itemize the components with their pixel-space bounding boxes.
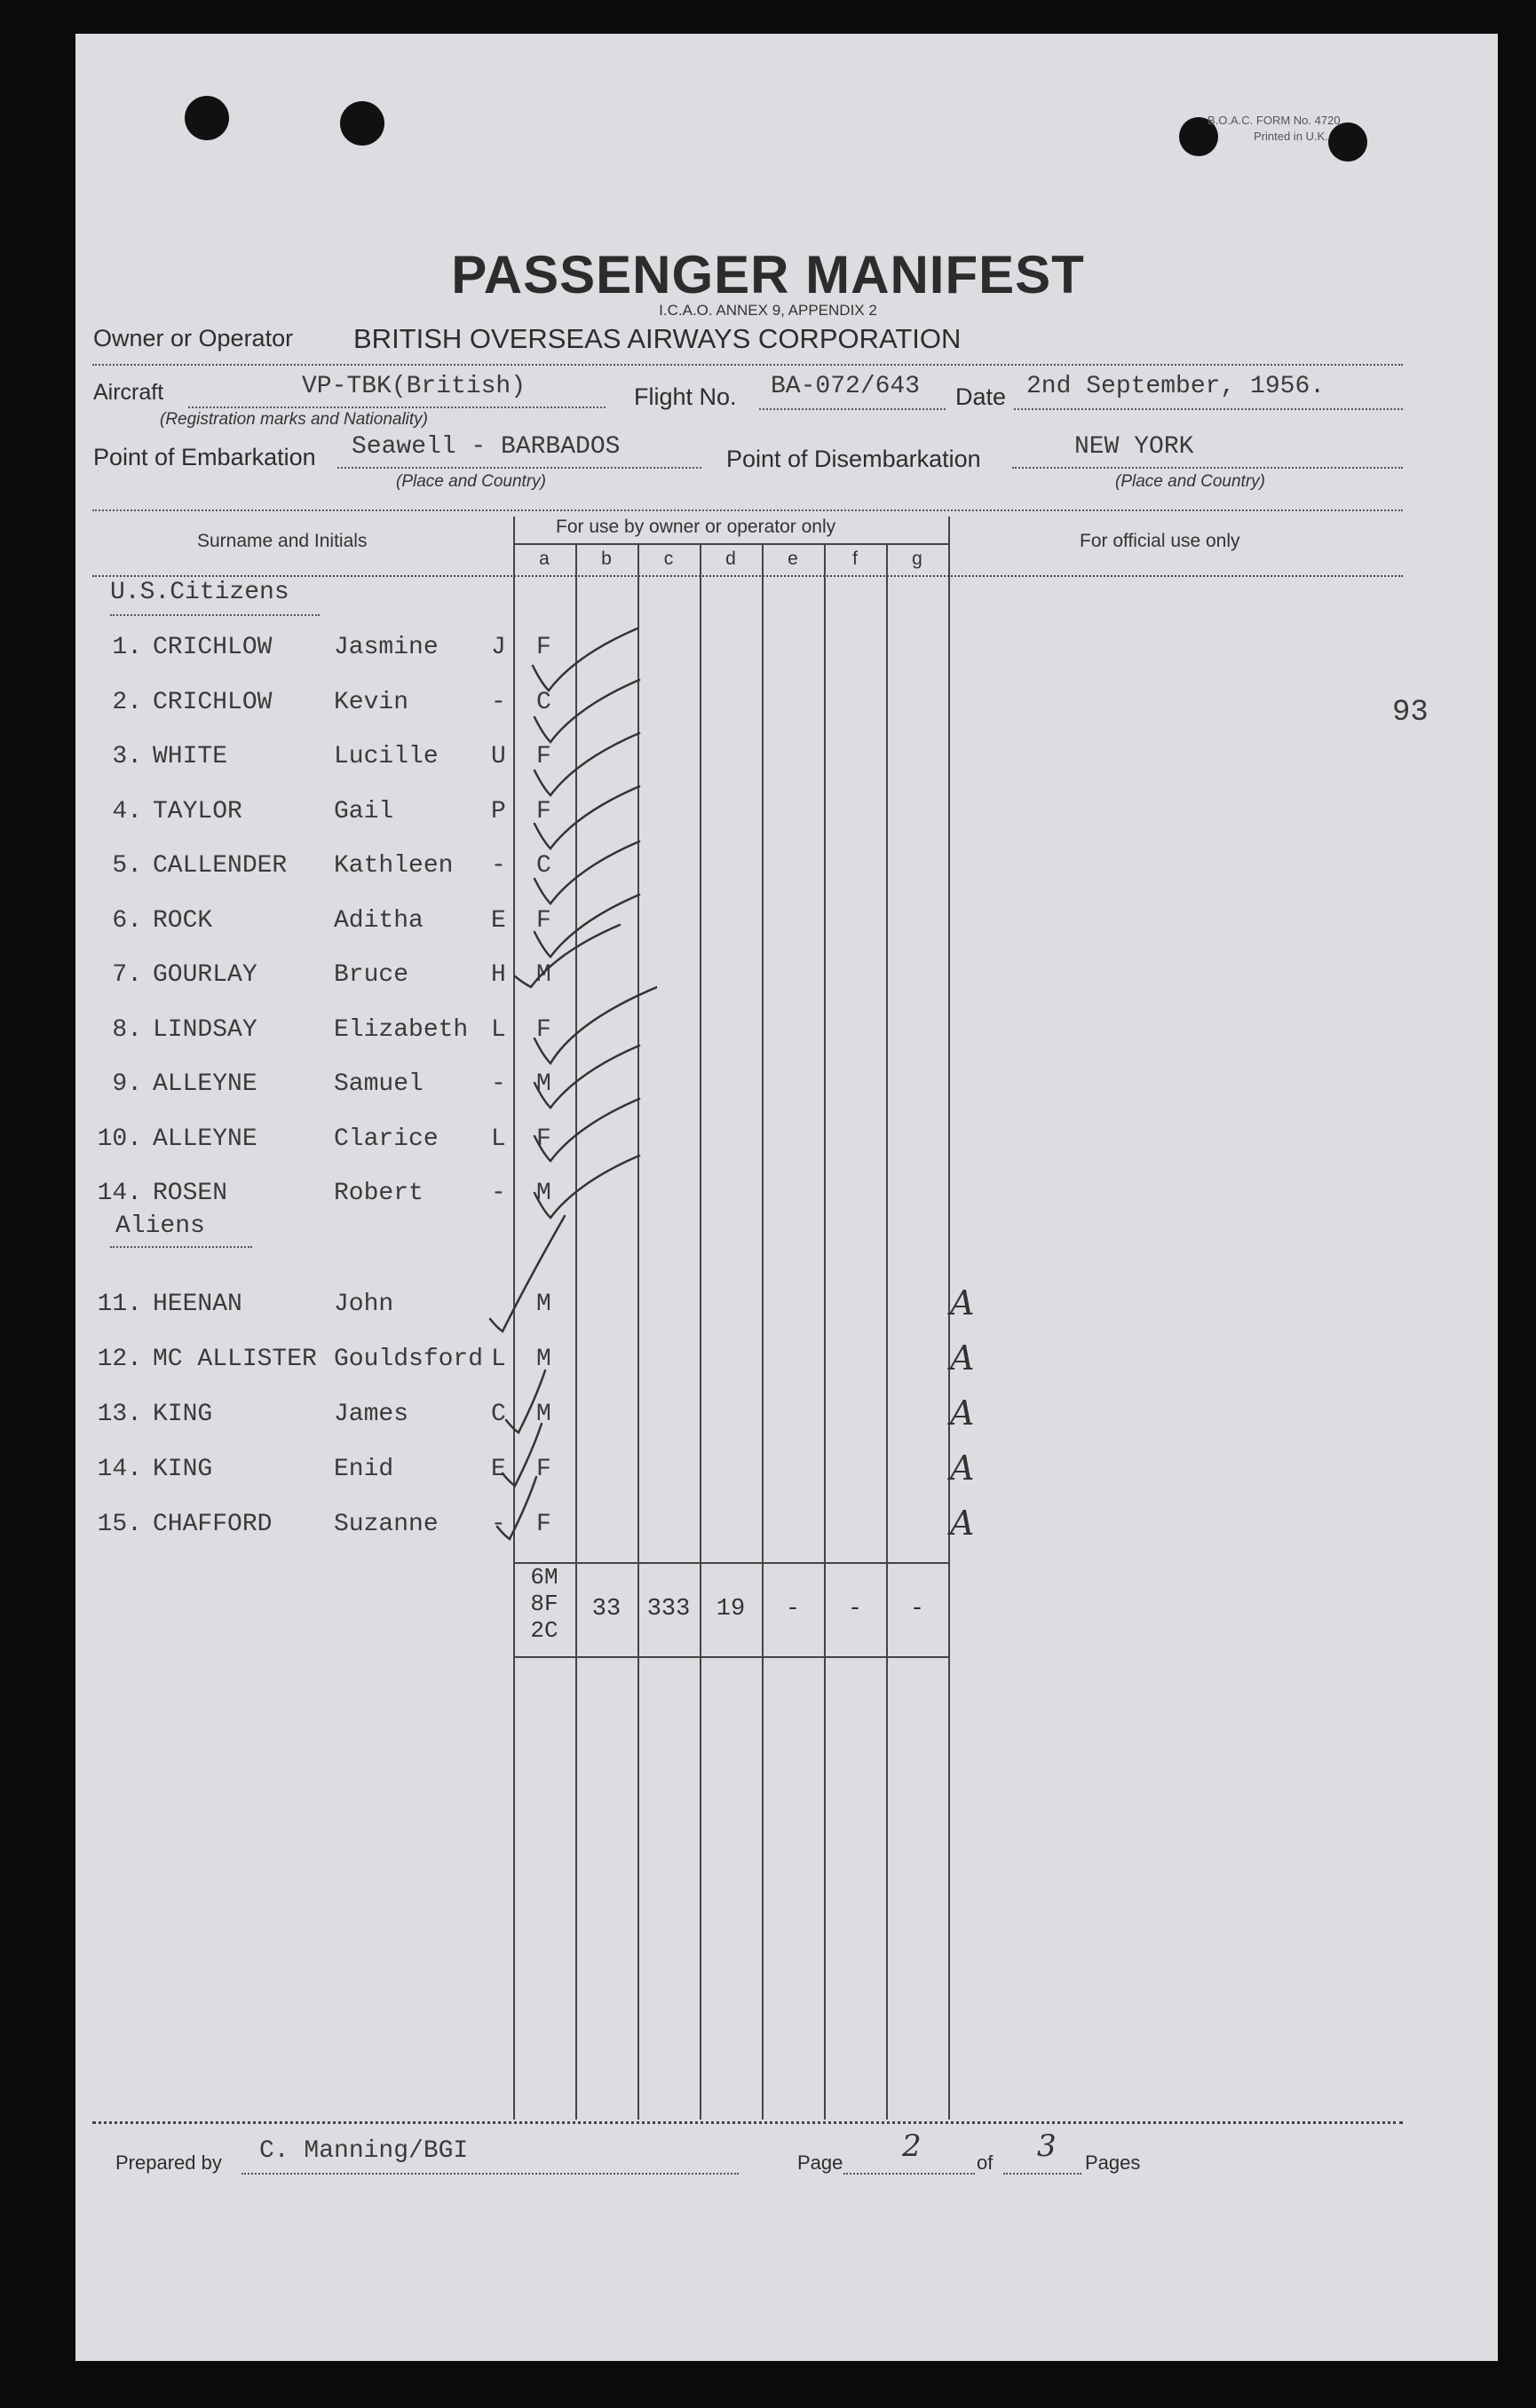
passenger-sex: M <box>536 961 551 989</box>
passenger-number: 9. <box>112 1070 142 1098</box>
passenger-number: 5. <box>112 852 142 880</box>
passenger-surname: TAYLOR <box>153 797 242 825</box>
date-label: Date <box>955 383 1007 410</box>
passenger-row <box>0 852 1536 888</box>
passenger-sex: C <box>536 852 551 880</box>
passenger-number: 4. <box>112 797 142 825</box>
passenger-sex: F <box>536 1511 551 1538</box>
passenger-row <box>0 1449 1536 1491</box>
passenger-row <box>0 1125 1536 1161</box>
passenger-first-name: Jasmine <box>334 634 439 661</box>
passenger-sex: M <box>536 1070 551 1098</box>
passenger-initial: C <box>491 1401 506 1428</box>
passenger-sex: F <box>536 797 551 825</box>
passenger-number: 6. <box>112 906 142 935</box>
passenger-row <box>0 907 1536 943</box>
passenger-number: 12. <box>97 1346 142 1373</box>
total-c: 333 <box>646 1596 691 1622</box>
passenger-sex: F <box>536 743 551 770</box>
punch-hole <box>1328 122 1367 162</box>
passenger-number: 11. <box>97 1291 142 1318</box>
passenger-first-name: Clarice <box>334 1125 439 1153</box>
check-marks <box>479 604 657 1544</box>
passenger-row <box>0 1393 1536 1436</box>
passenger-initial: L <box>491 1346 506 1373</box>
col-official-header: For official use only <box>1080 531 1240 551</box>
disembarkation-value: NEW YORK <box>1074 433 1194 461</box>
passenger-number: 10. <box>97 1125 142 1153</box>
passenger-row <box>0 1180 1536 1215</box>
passenger-surname: ROCK <box>153 906 213 935</box>
official-mark: A <box>950 1338 975 1378</box>
passenger-surname: KING <box>153 1401 213 1428</box>
passenger-number: 15. <box>97 1511 142 1538</box>
passenger-sex: C <box>536 688 551 716</box>
passenger-row <box>0 1283 1536 1326</box>
passenger-number: 7. <box>112 961 142 989</box>
passenger-surname: GOURLAY <box>153 961 257 989</box>
embarkation-note: (Place and Country) <box>396 472 546 491</box>
passenger-number: 14. <box>97 1180 142 1207</box>
passenger-number: 14. <box>97 1456 142 1483</box>
passenger-sex: F <box>536 1456 551 1483</box>
passenger-initial: L <box>491 1015 506 1044</box>
col-c-label: c <box>663 549 674 569</box>
col-owner-header: For use by owner or operator only <box>556 517 836 537</box>
flight-value: BA-072/643 <box>771 373 921 400</box>
aircraft-label: Aircraft <box>93 380 164 405</box>
passenger-sex: F <box>536 1015 551 1044</box>
passenger-first-name: Gouldsford <box>334 1346 484 1373</box>
passenger-first-name: Aditha <box>334 906 424 935</box>
passenger-initial: J <box>491 634 506 661</box>
official-mark: A <box>950 1283 975 1322</box>
total-f: - <box>847 1596 863 1622</box>
passenger-surname: CRICHLOW <box>153 688 273 716</box>
passenger-initial: - <box>491 1511 506 1538</box>
passenger-first-name: Bruce <box>334 961 409 989</box>
pages-label: Pages <box>1085 2151 1141 2174</box>
passenger-surname: CALLENDER <box>153 852 288 880</box>
passenger-number: 3. <box>112 743 142 770</box>
prepared-by-label: Prepared by <box>115 2151 222 2174</box>
corner-form-number: B.O.A.C. FORM No. 4720 <box>1207 114 1341 127</box>
group-us-citizens: U.S.Citizens <box>110 579 289 606</box>
passenger-first-name: Elizabeth <box>334 1015 469 1044</box>
passenger-initial: H <box>491 961 506 989</box>
disembarkation-note: (Place and Country) <box>1115 472 1265 491</box>
passenger-initial: - <box>491 852 506 880</box>
passenger-first-name: Lucille <box>334 743 439 770</box>
passenger-row <box>0 634 1536 669</box>
aircraft-note: (Registration marks and Nationality) <box>160 410 429 429</box>
passenger-initial: U <box>491 743 506 770</box>
page-value: 2 <box>902 2128 922 2164</box>
official-mark: A <box>950 1504 975 1543</box>
passenger-first-name: Gail <box>334 797 394 825</box>
passenger-row <box>0 961 1536 997</box>
passenger-surname: HEENAN <box>153 1291 242 1318</box>
col-surname-header: Surname and Initials <box>197 531 368 551</box>
corner-printed: Printed in U.K. <box>1254 130 1328 143</box>
passenger-first-name: Robert <box>334 1180 424 1207</box>
group-aliens: Aliens <box>115 1212 205 1240</box>
passenger-surname: LINDSAY <box>153 1015 257 1044</box>
passenger-row <box>0 1504 1536 1546</box>
passenger-row <box>0 1016 1536 1052</box>
passenger-first-name: Suzanne <box>334 1511 439 1538</box>
passenger-number: 8. <box>112 1015 142 1044</box>
passenger-row <box>0 1338 1536 1381</box>
passenger-surname: ROSEN <box>153 1180 228 1207</box>
passenger-initial: E <box>491 906 506 935</box>
col-b-label: b <box>601 549 612 569</box>
total-a-c: 2C <box>530 1617 558 1644</box>
passenger-surname: ALLEYNE <box>153 1125 257 1153</box>
total-g: - <box>909 1596 925 1622</box>
passenger-initial: E <box>491 1456 506 1483</box>
total-a-m: 6M <box>530 1564 558 1591</box>
passenger-initial: - <box>491 1180 506 1207</box>
page-label: Page <box>797 2151 843 2174</box>
passenger-row <box>0 798 1536 833</box>
passenger-sex: M <box>536 1180 551 1207</box>
passenger-sex: F <box>536 634 551 661</box>
col-d-label: d <box>725 549 736 569</box>
owner-label: Owner or Operator <box>93 325 294 351</box>
passenger-row <box>0 1070 1536 1106</box>
passenger-surname: ALLEYNE <box>153 1070 257 1098</box>
official-mark: A <box>950 1449 975 1488</box>
passenger-first-name: Samuel <box>334 1070 424 1098</box>
passenger-surname: WHITE <box>153 743 228 770</box>
official-mark: A <box>950 1393 975 1433</box>
total-e: - <box>785 1596 801 1622</box>
passenger-sex: F <box>536 1125 551 1153</box>
total-b: 33 <box>591 1596 622 1622</box>
total-a-f: 8F <box>530 1591 558 1617</box>
passenger-number: 13. <box>97 1401 142 1428</box>
of-value: 3 <box>1037 2128 1057 2164</box>
passenger-surname: KING <box>153 1456 213 1483</box>
passenger-first-name: John <box>334 1291 394 1318</box>
embarkation-label: Point of Embarkation <box>93 444 316 470</box>
passenger-number: 2. <box>112 688 142 716</box>
of-label: of <box>977 2151 994 2174</box>
punch-hole <box>185 96 229 140</box>
passenger-sex: F <box>536 906 551 935</box>
col-g-label: g <box>912 549 922 569</box>
embarkation-value: Seawell - BARBADOS <box>352 433 621 461</box>
total-d: 19 <box>716 1596 746 1622</box>
disembarkation-label: Point of Disembarkation <box>726 446 981 472</box>
col-e-label: e <box>788 549 798 569</box>
passenger-surname: CHAFFORD <box>153 1511 273 1538</box>
passenger-initial: - <box>491 1070 506 1098</box>
passenger-initial: L <box>491 1125 506 1153</box>
aircraft-value: VP-TBK(British) <box>302 373 527 400</box>
owner-value: BRITISH OVERSEAS AIRWAYS CORPORATION <box>353 323 962 354</box>
passenger-first-name: Kevin <box>334 688 409 716</box>
prepared-by-value: C. Manning/BGI <box>259 2137 469 2165</box>
passenger-sex: M <box>536 1401 551 1428</box>
passenger-first-name: Enid <box>334 1456 394 1483</box>
passenger-number: 1. <box>112 634 142 661</box>
side-page-number: 93 <box>1392 696 1429 730</box>
passenger-sex: M <box>536 1346 551 1373</box>
passenger-surname: MC ALLISTER <box>153 1346 317 1373</box>
passenger-first-name: Kathleen <box>334 852 454 880</box>
passenger-surname: CRICHLOW <box>153 634 273 661</box>
page-title: PASSENGER MANIFEST <box>451 245 1085 304</box>
passenger-first-name: James <box>334 1401 409 1428</box>
passenger-initial: - <box>491 688 506 716</box>
flight-label: Flight No. <box>634 383 737 410</box>
passenger-row <box>0 743 1536 778</box>
page-subtitle: I.C.A.O. ANNEX 9, APPENDIX 2 <box>659 302 877 319</box>
col-a-label: a <box>539 549 550 569</box>
date-value: 2nd September, 1956. <box>1026 373 1326 400</box>
col-f-label: f <box>852 549 858 569</box>
punch-hole <box>340 101 384 146</box>
passenger-sex: M <box>536 1291 551 1318</box>
passenger-initial: P <box>491 797 506 825</box>
passenger-row <box>0 689 1536 724</box>
